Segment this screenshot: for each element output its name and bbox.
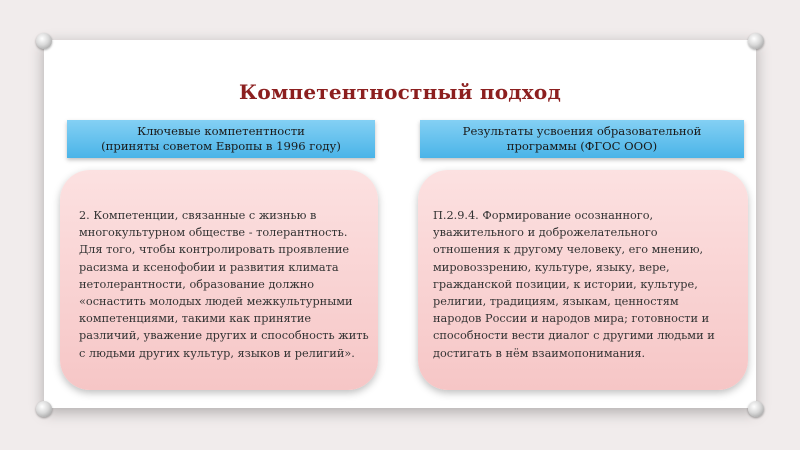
left-panel-text [79, 207, 369, 362]
right-panel-line: способности вести диалог с другими людьми и [433, 329, 715, 343]
right-panel-line: П.2.9.4. Формирование осознанного, [433, 209, 654, 222]
left-panel-line: с людьми других культур, языков и религий». [79, 346, 355, 360]
left-panel-line: Для того, чтобы контролировать проявление [79, 243, 350, 257]
left-panel-line: расизма и ксенофобии и развития климата [79, 260, 339, 274]
left-header-line: (приняты советом Европы в 1996 году) [101, 139, 341, 153]
pushpin-icon [36, 401, 52, 417]
right-header-line: программы (ФГОС ООО) [506, 139, 658, 153]
right-panel-line: уважительного и доброжелательного [433, 226, 658, 240]
slide-title: Компетентностный подход [239, 80, 561, 104]
pushpin-icon [36, 33, 52, 49]
right-panel-line: мировоззрению, культуре, языку, вере, [433, 260, 670, 274]
right-panel-line: народов России и народов мира; готовности и [433, 312, 710, 326]
left-panel-line: 2. Компетенции, связанные с жизнью в [79, 209, 317, 222]
right-panel-line: гражданской позиции, к истории, культуре, [433, 277, 698, 291]
right-content-panel [418, 170, 748, 390]
pushpin-icon [748, 33, 764, 49]
left-panel-line: компетенциями, такими как принятие [79, 312, 312, 326]
left-content-panel [60, 170, 378, 390]
left-panel-line: нетолерантности, образование должно [79, 277, 315, 291]
right-panel-line: отношения к другому человеку, его мнению, [433, 243, 704, 257]
left-panel-line: «оснастить молодых людей межкультурными [79, 295, 353, 309]
pushpin-icon [748, 401, 764, 417]
left-panel-line: различий, уважение других и способность жить [79, 329, 369, 343]
right-panel-text [433, 207, 715, 362]
right-column-header [420, 120, 744, 158]
left-column-header [67, 120, 375, 158]
right-panel-line: достигать в нём взаимопонимания. [433, 346, 646, 360]
right-panel-line: религии, традициям, языкам, ценностям [433, 295, 679, 309]
left-panel-line: многокультурном обществе - толерантность. [79, 226, 348, 240]
right-header-line: Результаты усвоения образовательной [462, 124, 702, 138]
left-header-line: Ключевые компетентности [137, 124, 305, 138]
